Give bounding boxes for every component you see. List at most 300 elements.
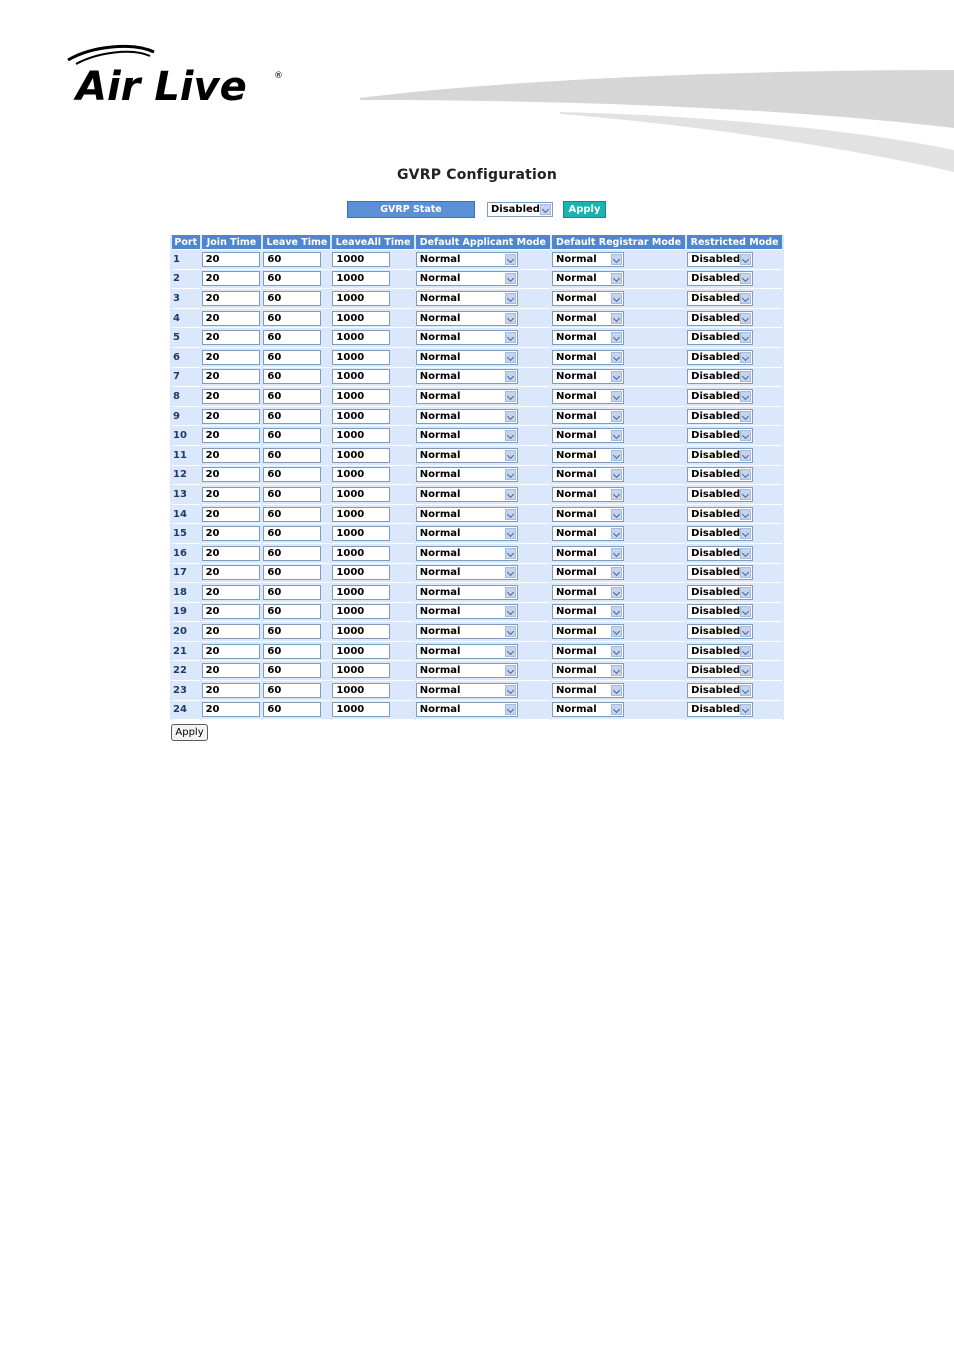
- port-number: 21: [172, 642, 200, 662]
- restricted-mode-select[interactable]: [687, 369, 753, 384]
- table-cell: [202, 387, 262, 407]
- registrar-mode-select[interactable]: [552, 683, 624, 698]
- leave-time-input[interactable]: 60: [263, 604, 321, 619]
- chevron-down-icon: [505, 704, 516, 715]
- table-cell: [263, 701, 330, 721]
- table-cell: [263, 505, 330, 525]
- registrar-mode-select[interactable]: [552, 585, 624, 600]
- applicant-mode-select[interactable]: [416, 428, 518, 443]
- table-cell: [687, 368, 782, 388]
- registrar-mode-select[interactable]: [552, 526, 624, 541]
- restricted-mode-select-value: Disabled: [691, 528, 741, 540]
- restricted-mode-select-value: Disabled: [691, 449, 741, 461]
- leave-time-input[interactable]: 60: [263, 252, 321, 267]
- join-time-input[interactable]: 20: [202, 271, 260, 286]
- table-cell: [416, 505, 550, 525]
- chevron-down-icon: [611, 450, 622, 461]
- registrar-mode-select[interactable]: [552, 409, 624, 424]
- join-time-input[interactable]: 20: [202, 448, 260, 463]
- table-header-row: [172, 235, 782, 250]
- table-cell: [263, 407, 330, 427]
- registrar-mode-select[interactable]: [552, 663, 624, 678]
- restricted-mode-select[interactable]: [687, 663, 753, 678]
- registrar-mode-select[interactable]: [552, 644, 624, 659]
- table-cell: [552, 622, 685, 642]
- gvrp-state-select[interactable]: [487, 202, 553, 217]
- leave-time-input[interactable]: 60: [263, 507, 321, 522]
- chevron-down-icon: [740, 704, 751, 715]
- table-row: [172, 309, 782, 329]
- table-cell: [416, 309, 550, 329]
- table-row: [172, 622, 782, 642]
- table-cell: [416, 426, 550, 446]
- table-cell: [687, 348, 782, 368]
- leave-time-input[interactable]: 60: [263, 389, 321, 404]
- chevron-down-icon: [740, 548, 751, 559]
- table-cell: [202, 270, 262, 290]
- leave-time-input[interactable]: 60: [263, 409, 321, 424]
- registrar-mode-select[interactable]: [552, 291, 624, 306]
- table-cell: [332, 524, 413, 544]
- applicant-mode-select[interactable]: [416, 252, 518, 267]
- table-cell: [202, 426, 262, 446]
- port-number: 7: [172, 368, 200, 388]
- join-time-input[interactable]: 20: [202, 409, 260, 424]
- table-cell: [263, 564, 330, 584]
- applicant-mode-select[interactable]: [416, 604, 518, 619]
- applicant-mode-select[interactable]: [416, 546, 518, 561]
- apply-button[interactable]: Apply: [171, 724, 208, 741]
- restricted-mode-select[interactable]: [687, 252, 753, 267]
- registrar-mode-select-value: Normal: [555, 488, 597, 500]
- join-time-input[interactable]: 20: [202, 565, 260, 580]
- table-row: [172, 270, 782, 290]
- table-cell: [552, 544, 685, 564]
- restricted-mode-select[interactable]: [687, 546, 753, 561]
- leave-time-input[interactable]: 60: [263, 565, 321, 580]
- table-cell: [552, 348, 685, 368]
- table-cell: [202, 524, 262, 544]
- chevron-down-icon: [740, 430, 751, 441]
- chevron-down-icon: [740, 254, 751, 265]
- chevron-down-icon: [611, 528, 622, 539]
- table-row: [172, 426, 782, 446]
- port-number: 5: [172, 328, 200, 348]
- leave-time-input[interactable]: 60: [263, 369, 321, 384]
- table-cell: [332, 328, 413, 348]
- table-cell: [263, 328, 330, 348]
- join-time-input[interactable]: 20: [202, 683, 260, 698]
- join-time-input[interactable]: 20: [202, 546, 260, 561]
- leaveall-time-input[interactable]: 1000: [332, 350, 390, 365]
- applicant-mode-select[interactable]: [416, 585, 518, 600]
- table-cell: [687, 544, 782, 564]
- chevron-down-icon: [611, 430, 622, 441]
- restricted-mode-select-value: Disabled: [691, 351, 741, 363]
- restricted-mode-select-value: Disabled: [691, 547, 741, 559]
- leaveall-time-input[interactable]: 1000: [332, 624, 390, 639]
- join-time-input[interactable]: 20: [202, 291, 260, 306]
- join-time-input[interactable]: 20: [202, 585, 260, 600]
- registrar-mode-select[interactable]: [552, 350, 624, 365]
- registrar-mode-select[interactable]: [552, 369, 624, 384]
- join-time-input[interactable]: 20: [202, 311, 260, 326]
- join-time-input[interactable]: 20: [202, 330, 260, 345]
- leaveall-time-input[interactable]: 1000: [332, 585, 390, 600]
- chevron-down-icon: [740, 293, 751, 304]
- leaveall-time-input[interactable]: 1000: [332, 604, 390, 619]
- chevron-down-icon: [611, 509, 622, 520]
- chevron-down-icon: [505, 489, 516, 500]
- applicant-mode-select[interactable]: [416, 330, 518, 345]
- restricted-mode-select[interactable]: [687, 291, 753, 306]
- leaveall-time-input[interactable]: 1000: [332, 311, 390, 326]
- port-number: 20: [172, 622, 200, 642]
- chevron-down-icon: [740, 352, 751, 363]
- leave-time-input[interactable]: 60: [263, 702, 321, 717]
- applicant-mode-select-value: Normal: [419, 508, 461, 520]
- restricted-mode-select-value: Disabled: [691, 567, 741, 579]
- registrar-mode-select-value: Normal: [555, 371, 597, 383]
- join-time-input[interactable]: 20: [202, 350, 260, 365]
- table-cell: [202, 564, 262, 584]
- restricted-mode-select[interactable]: [687, 507, 753, 522]
- applicant-mode-select-value: Normal: [419, 586, 461, 598]
- applicant-mode-select[interactable]: [416, 526, 518, 541]
- applicant-mode-select-value: Normal: [419, 449, 461, 461]
- table-cell: [687, 328, 782, 348]
- leaveall-time-input[interactable]: 1000: [332, 330, 390, 345]
- table-cell: [263, 603, 330, 623]
- column-header: Port: [172, 235, 200, 250]
- join-time-input[interactable]: 20: [202, 467, 260, 482]
- leave-time-input[interactable]: 60: [263, 487, 321, 502]
- table-cell: [416, 524, 550, 544]
- registrar-mode-select-value: Normal: [555, 469, 597, 481]
- leave-time-input[interactable]: 60: [263, 585, 321, 600]
- table-cell: [687, 426, 782, 446]
- restricted-mode-select[interactable]: [687, 604, 753, 619]
- chevron-down-icon: [611, 332, 622, 343]
- table-cell: [552, 368, 685, 388]
- applicant-mode-select[interactable]: [416, 644, 518, 659]
- chevron-down-icon: [505, 371, 516, 382]
- registrar-mode-select[interactable]: [552, 702, 624, 717]
- table-cell: [263, 348, 330, 368]
- gvrp-port-table: [170, 235, 784, 720]
- registrar-mode-select-value: Normal: [555, 332, 597, 344]
- gvrp-state-apply-button[interactable]: Apply: [563, 201, 606, 218]
- leave-time-input[interactable]: 60: [263, 311, 321, 326]
- restricted-mode-select[interactable]: [687, 644, 753, 659]
- registrar-mode-select[interactable]: [552, 389, 624, 404]
- applicant-mode-select[interactable]: [416, 507, 518, 522]
- leave-time-input[interactable]: 60: [263, 330, 321, 345]
- leave-time-input[interactable]: 60: [263, 663, 321, 678]
- table-cell: [552, 642, 685, 662]
- leave-time-input[interactable]: 60: [263, 644, 321, 659]
- table-cell: [552, 661, 685, 681]
- table-cell: [202, 505, 262, 525]
- join-time-input[interactable]: 20: [202, 526, 260, 541]
- chevron-down-icon: [505, 548, 516, 559]
- table-cell: [263, 387, 330, 407]
- registrar-mode-select[interactable]: [552, 565, 624, 580]
- applicant-mode-select[interactable]: [416, 565, 518, 580]
- applicant-mode-select[interactable]: [416, 702, 518, 717]
- port-number: 23: [172, 681, 200, 701]
- restricted-mode-select[interactable]: [687, 448, 753, 463]
- leaveall-time-input[interactable]: 1000: [332, 702, 390, 717]
- chevron-down-icon: [611, 352, 622, 363]
- leaveall-time-input[interactable]: 1000: [332, 428, 390, 443]
- join-time-input[interactable]: 20: [202, 644, 260, 659]
- restricted-mode-select[interactable]: [687, 702, 753, 717]
- leaveall-time-input[interactable]: 1000: [332, 663, 390, 678]
- chevron-down-icon: [611, 293, 622, 304]
- table-row: [172, 446, 782, 466]
- applicant-mode-select[interactable]: [416, 663, 518, 678]
- join-time-input[interactable]: 20: [202, 702, 260, 717]
- leave-time-input[interactable]: 60: [263, 526, 321, 541]
- restricted-mode-select[interactable]: [687, 526, 753, 541]
- table-cell: [687, 446, 782, 466]
- table-cell: [552, 505, 685, 525]
- registrar-mode-select-value: Normal: [555, 449, 597, 461]
- restricted-mode-select[interactable]: [687, 467, 753, 482]
- restricted-mode-select[interactable]: [687, 330, 753, 345]
- applicant-mode-select-value: Normal: [419, 469, 461, 481]
- restricted-mode-select-value: Disabled: [691, 430, 741, 442]
- chevron-down-icon: [611, 391, 622, 402]
- table-body: [172, 250, 782, 720]
- chevron-down-icon: [505, 293, 516, 304]
- table-cell: [263, 661, 330, 681]
- restricted-mode-select[interactable]: [687, 565, 753, 580]
- restricted-mode-select[interactable]: [687, 487, 753, 502]
- leaveall-time-input[interactable]: 1000: [332, 409, 390, 424]
- restricted-mode-select-value: Disabled: [691, 488, 741, 500]
- join-time-input[interactable]: 20: [202, 389, 260, 404]
- registrar-mode-select[interactable]: [552, 271, 624, 286]
- restricted-mode-select-value: Disabled: [691, 390, 741, 402]
- table-cell: [332, 368, 413, 388]
- restricted-mode-select[interactable]: [687, 624, 753, 639]
- registrar-mode-select[interactable]: [552, 448, 624, 463]
- applicant-mode-select[interactable]: [416, 467, 518, 482]
- leaveall-time-input[interactable]: 1000: [332, 291, 390, 306]
- leaveall-time-input[interactable]: 1000: [332, 526, 390, 541]
- port-number: 18: [172, 583, 200, 603]
- restricted-mode-select[interactable]: [687, 409, 753, 424]
- leaveall-time-input[interactable]: 1000: [332, 369, 390, 384]
- registrar-mode-select-value: Normal: [555, 684, 597, 696]
- registrar-mode-select[interactable]: [552, 311, 624, 326]
- applicant-mode-select[interactable]: [416, 448, 518, 463]
- join-time-input[interactable]: 20: [202, 369, 260, 384]
- chevron-down-icon: [611, 254, 622, 265]
- restricted-mode-select[interactable]: [687, 389, 753, 404]
- chevron-down-icon: [611, 606, 622, 617]
- join-time-input[interactable]: 20: [202, 428, 260, 443]
- column-header: Default Registrar Mode: [552, 235, 685, 250]
- table-cell: [332, 661, 413, 681]
- table-row: [172, 681, 782, 701]
- table-cell: [416, 583, 550, 603]
- table-cell: [416, 681, 550, 701]
- chevron-down-icon: [740, 371, 751, 382]
- applicant-mode-select[interactable]: [416, 624, 518, 639]
- restricted-mode-select[interactable]: [687, 311, 753, 326]
- restricted-mode-select-value: Disabled: [691, 626, 741, 638]
- chevron-down-icon: [505, 587, 516, 598]
- applicant-mode-select[interactable]: [416, 389, 518, 404]
- applicant-mode-select[interactable]: [416, 409, 518, 424]
- leave-time-input[interactable]: 60: [263, 624, 321, 639]
- registrar-mode-select[interactable]: [552, 330, 624, 345]
- table-cell: [416, 270, 550, 290]
- leave-time-input[interactable]: 60: [263, 350, 321, 365]
- chevron-down-icon: [740, 313, 751, 324]
- applicant-mode-select[interactable]: [416, 683, 518, 698]
- applicant-mode-select[interactable]: [416, 291, 518, 306]
- chevron-down-icon: [611, 548, 622, 559]
- airlive-logo: [62, 42, 287, 106]
- restricted-mode-select[interactable]: [687, 428, 753, 443]
- leaveall-time-input[interactable]: 1000: [332, 448, 390, 463]
- table-cell: [202, 701, 262, 721]
- table-row: [172, 642, 782, 662]
- table-cell: [263, 622, 330, 642]
- table-cell: [263, 250, 330, 270]
- registrar-mode-select[interactable]: [552, 428, 624, 443]
- applicant-mode-select-value: Normal: [419, 488, 461, 500]
- chevron-down-icon: [740, 450, 751, 461]
- port-number: 12: [172, 466, 200, 486]
- applicant-mode-select-value: Normal: [419, 684, 461, 696]
- table-cell: [202, 368, 262, 388]
- leaveall-time-input[interactable]: 1000: [332, 644, 390, 659]
- applicant-mode-select-value: Normal: [419, 626, 461, 638]
- applicant-mode-select[interactable]: [416, 369, 518, 384]
- leaveall-time-input[interactable]: 1000: [332, 467, 390, 482]
- chevron-down-icon: [505, 352, 516, 363]
- table-row: [172, 328, 782, 348]
- table-cell: [687, 622, 782, 642]
- leaveall-time-input[interactable]: 1000: [332, 507, 390, 522]
- table-cell: [552, 446, 685, 466]
- leaveall-time-input[interactable]: 1000: [332, 683, 390, 698]
- applicant-mode-select[interactable]: [416, 350, 518, 365]
- table-cell: [416, 485, 550, 505]
- leaveall-time-input[interactable]: 1000: [332, 546, 390, 561]
- table-cell: [202, 407, 262, 427]
- join-time-input[interactable]: 20: [202, 507, 260, 522]
- applicant-mode-select[interactable]: [416, 311, 518, 326]
- join-time-input[interactable]: 20: [202, 487, 260, 502]
- table-row: [172, 505, 782, 525]
- table-cell: [687, 309, 782, 329]
- join-time-input[interactable]: 20: [202, 663, 260, 678]
- table-cell: [687, 564, 782, 584]
- table-cell: [332, 642, 413, 662]
- table-cell: [552, 466, 685, 486]
- table-row: [172, 564, 782, 584]
- leave-time-input[interactable]: 60: [263, 428, 321, 443]
- table-cell: [332, 701, 413, 721]
- chevron-down-icon: [505, 567, 516, 578]
- table-cell: [263, 289, 330, 309]
- port-number: 24: [172, 701, 200, 721]
- registrar-mode-select[interactable]: [552, 546, 624, 561]
- table-cell: [263, 583, 330, 603]
- restricted-mode-select[interactable]: [687, 585, 753, 600]
- join-time-input[interactable]: 20: [202, 252, 260, 267]
- applicant-mode-select-value: Normal: [419, 430, 461, 442]
- table-row: [172, 466, 782, 486]
- leaveall-time-input[interactable]: 1000: [332, 487, 390, 502]
- registrar-mode-select[interactable]: [552, 507, 624, 522]
- port-number: 6: [172, 348, 200, 368]
- restricted-mode-select[interactable]: [687, 271, 753, 286]
- restricted-mode-select[interactable]: [687, 350, 753, 365]
- leaveall-time-input[interactable]: 1000: [332, 389, 390, 404]
- leaveall-time-input[interactable]: 1000: [332, 252, 390, 267]
- chevron-down-icon: [505, 430, 516, 441]
- leaveall-time-input[interactable]: 1000: [332, 565, 390, 580]
- leave-time-input[interactable]: 60: [263, 448, 321, 463]
- port-number: 1: [172, 250, 200, 270]
- applicant-mode-select[interactable]: [416, 271, 518, 286]
- chevron-down-icon: [740, 567, 751, 578]
- port-number: 9: [172, 407, 200, 427]
- leave-time-input[interactable]: 60: [263, 683, 321, 698]
- registrar-mode-select-value: Normal: [555, 253, 597, 265]
- chevron-down-icon: [505, 646, 516, 657]
- applicant-mode-select-value: Normal: [419, 371, 461, 383]
- applicant-mode-select[interactable]: [416, 487, 518, 502]
- chevron-down-icon: [505, 391, 516, 402]
- port-number: 14: [172, 505, 200, 525]
- join-time-input[interactable]: 20: [202, 624, 260, 639]
- port-number: 17: [172, 564, 200, 584]
- leaveall-time-input[interactable]: 1000: [332, 271, 390, 286]
- table-cell: [552, 328, 685, 348]
- leave-time-input[interactable]: 60: [263, 291, 321, 306]
- registrar-mode-select[interactable]: [552, 624, 624, 639]
- registrar-mode-select[interactable]: [552, 604, 624, 619]
- table-cell: [687, 524, 782, 544]
- registrar-mode-select[interactable]: [552, 467, 624, 482]
- leave-time-input[interactable]: 60: [263, 546, 321, 561]
- leave-time-input[interactable]: 60: [263, 467, 321, 482]
- leave-time-input[interactable]: 60: [263, 271, 321, 286]
- restricted-mode-select-value: Disabled: [691, 665, 741, 677]
- join-time-input[interactable]: 20: [202, 604, 260, 619]
- chevron-down-icon: [740, 332, 751, 343]
- applicant-mode-select-value: Normal: [419, 410, 461, 422]
- table-row: [172, 544, 782, 564]
- registrar-mode-select[interactable]: [552, 487, 624, 502]
- registrar-mode-select-value: Normal: [555, 547, 597, 559]
- registrar-mode-select-value: Normal: [555, 351, 597, 363]
- registrar-mode-select[interactable]: [552, 252, 624, 267]
- registrar-mode-select-value: Normal: [555, 626, 597, 638]
- chevron-down-icon: [740, 685, 751, 696]
- restricted-mode-select-value: Disabled: [691, 684, 741, 696]
- table-cell: [416, 622, 550, 642]
- restricted-mode-select[interactable]: [687, 683, 753, 698]
